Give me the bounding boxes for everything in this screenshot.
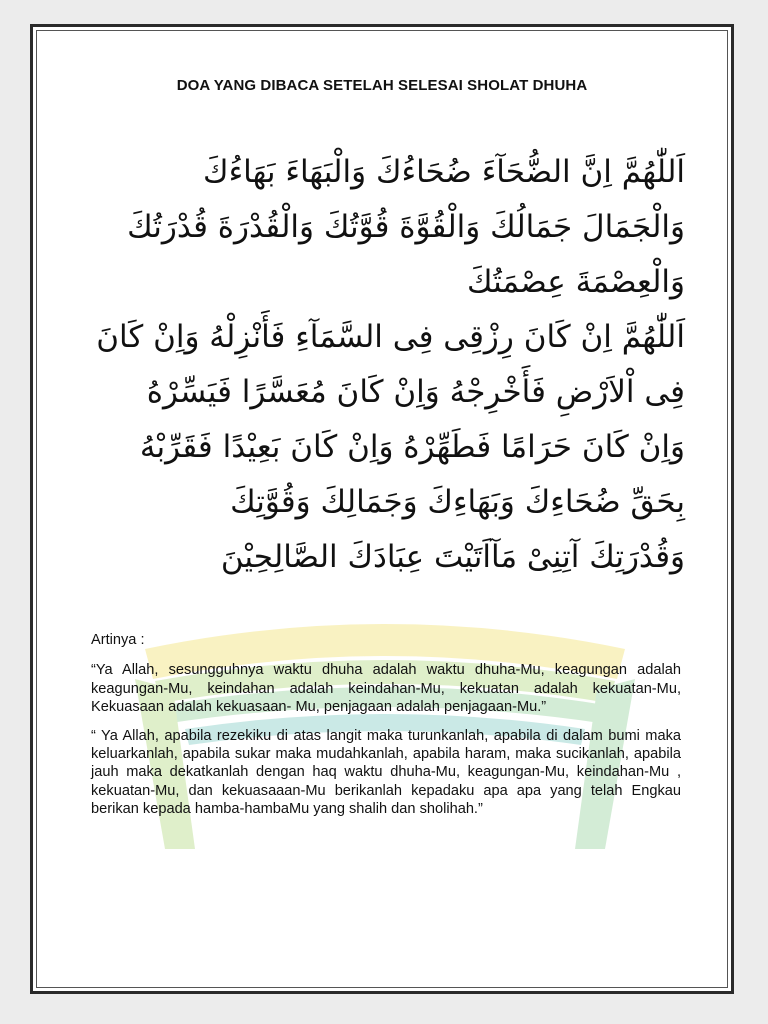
arabic-line: وَقُدْرَتِكَ آتِنِىْ مَآاَتَيْتَ عِبَادَكَ الصَّالِحِيْنَ	[220, 539, 685, 575]
arabic-line: فِى اْلاَرْضِ فَأَخْرِجْهُ وَاِنْ كَانَ مُعَسَّرًا فَيَسِّرْهُ	[146, 374, 685, 410]
document-page	[30, 24, 734, 994]
translation-section	[91, 631, 681, 829]
translation-paragraph: “Ya Allah, sesungguhnya waktu dhuha adalah waktu dhuha-Mu, keagungan adalah keagungan-Mu, keindahan adalah keindahan-Mu, kekuatan adalah kekuatan-Mu, Kekuasaan adalah kekuasaan- Mu, penjagaan adalah penjagaan-Mu.”	[91, 662, 681, 716]
arabic-line: وَالْعِصْمَةَ عِصْمَتُكَ	[466, 264, 685, 300]
arabic-line: بِحَقِّ ضُحَاءِكَ وَبَهَاءِكَ وَجَمَالِكَ وَقُوَّتِكَ	[230, 484, 685, 520]
arabic-prayer-text	[93, 145, 685, 585]
arabic-line: وَالْجَمَالَ جَمَالُكَ وَالْقُوَّةَ قُوَّتُكَ وَالْقُدْرَةَ قُدْرَتُكَ	[127, 209, 685, 245]
arabic-line: اَللّٰهُمَّ اِنَّ الضُّحَآءَ ضُحَاءُكَ وَالْبَهَاءَ بَهَاءُكَ	[203, 154, 685, 190]
arabic-line: وَاِنْ كَانَ حَرَامًا فَطَهِّرْهُ وَاِنْ كَانَ بَعِيْدًا فَقَرِّبْهُ	[139, 429, 685, 465]
document-title: DOA YANG DIBACA SETELAH SELESAI SHOLAT DHUHA	[176, 77, 588, 94]
translation-paragraph: “ Ya Allah, apabila rezekiku di atas langit maka turunkanlah, apabila di dalam bumi maka keluarkanlah, apabila sukar maka mudahkanlah, apabila haram, maka sucikanlah, apabila jauh maka dekatkanlah dengan haq waktu dhuha-Mu, keagungan-Mu, keindahan-Mu , kekuatan-Mu, dan kekuasaaan-Mu berikanlah kepadaku apa apa yang telah Engkau berikan kepada hamba-hambaMu yang shalih dan sholihah.”	[91, 727, 681, 818]
translation-label: Artinya :	[91, 632, 145, 648]
arabic-line: اَللّٰهُمَّ اِنْ كَانَ رِزْقِى فِى السَّمَآءِ فَأَنْزِلْهُ وَاِنْ كَانَ	[96, 319, 685, 355]
